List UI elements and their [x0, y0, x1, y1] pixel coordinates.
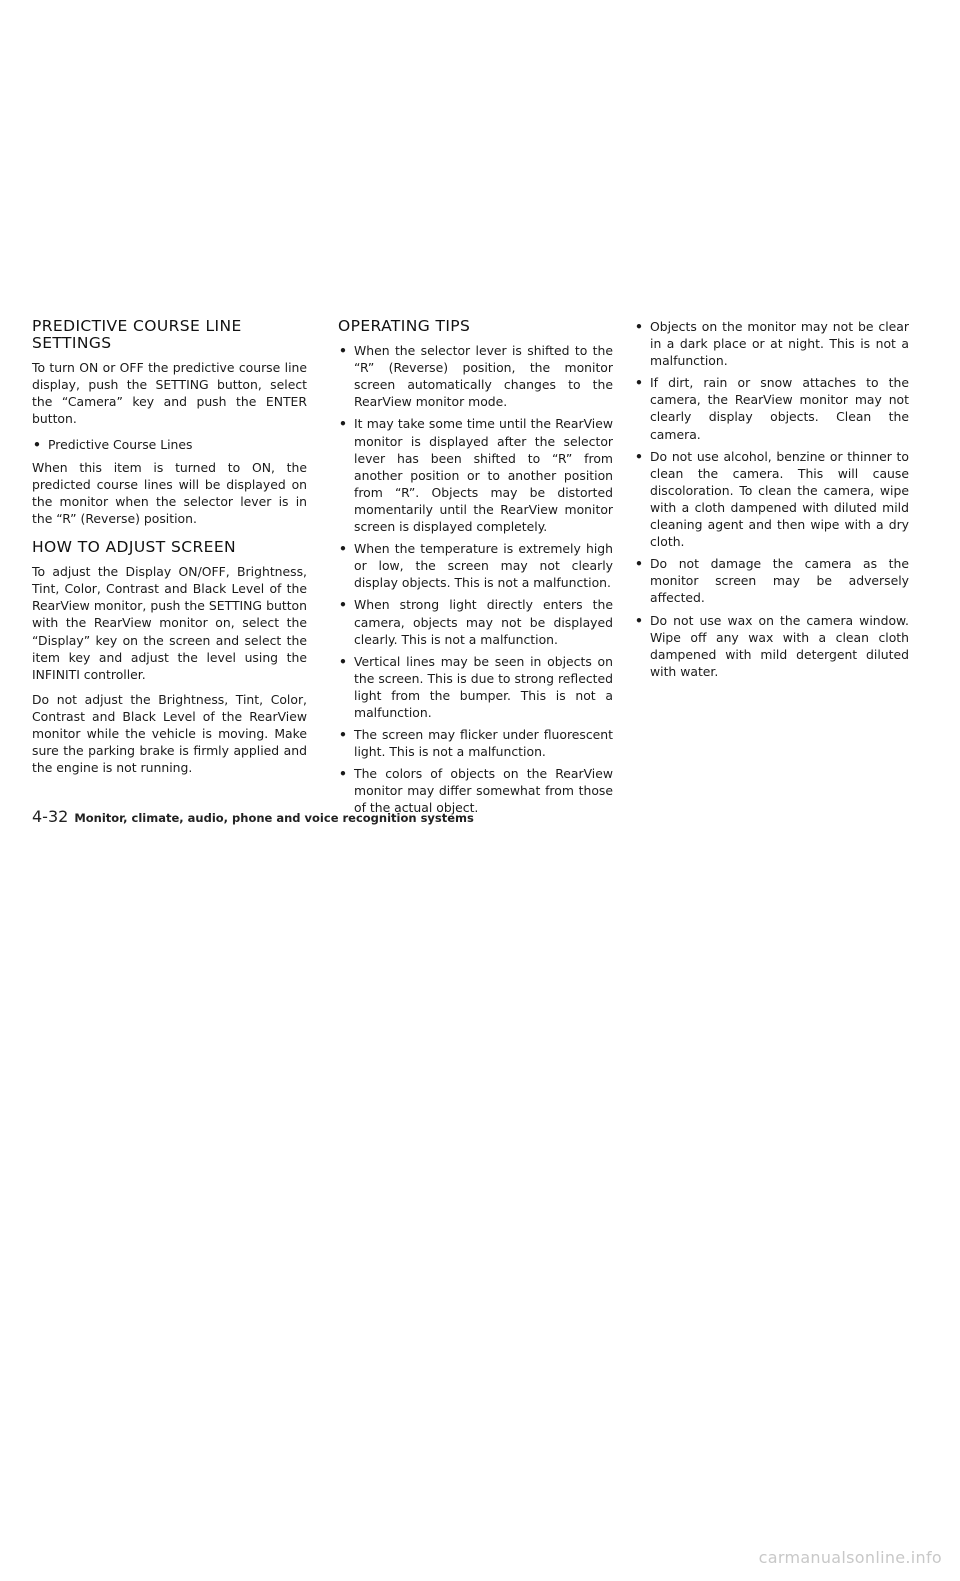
section-heading-adjust-screen: HOW TO ADJUST SCREEN — [32, 538, 237, 557]
list-item: • When the temperature is extremely high or low, the screen may not clearly display objects. This is not a malfunction. — [338, 540, 613, 591]
bullet-list — [338, 342, 613, 816]
paragraph: When this item is turned to ON, the predicted course lines will be displayed on the monitor when the selector lever is in the “R” (Reverse) position. — [32, 459, 307, 526]
watermark: carmanualsonline.info — [758, 1548, 942, 1567]
list-item: • When the selector lever is shifted to the “R” (Reverse) position, the monitor screen automatically changes to the RearView monitor mode. — [338, 342, 613, 410]
column-middle — [338, 318, 613, 822]
column-left — [32, 318, 307, 784]
list-item: • Do not use wax on the camera window. Wipe off any wax with a clean cloth dampened with mild detergent diluted with water. — [634, 612, 909, 680]
bullet-item: • Predictive Course Lines — [32, 436, 307, 453]
footer-title: Monitor, climate, audio, phone and voice recognition systems — [74, 811, 474, 825]
column-right — [634, 318, 909, 685]
list-item: • When strong light directly enters the camera, objects may not be displayed clearly. This is not a malfunction. — [338, 596, 613, 647]
page-footer — [32, 807, 474, 826]
paragraph: To turn ON or OFF the predictive course line display, push the SETTING button, select the “Camera” key and push the ENTER button. — [32, 360, 307, 427]
list-item: • Objects on the monitor may not be clear in a dark place or at night. This is not a malfunction. — [634, 318, 909, 369]
list-item: • The screen may flicker under fluorescent light. This is not a malfunction. — [338, 726, 613, 760]
list-item: • If dirt, rain or snow attaches to the camera, the RearView monitor may not clearly display objects. Clean the camera. — [634, 374, 909, 442]
list-item: • Do not damage the camera as the monitor screen may be adversely affected. — [634, 555, 909, 606]
list-item: • It may take some time until the RearView monitor is displayed after the selector lever has been shifted to “R” from another position or to another position from “R”. Objects may be distorted momentarily until the RearView monitor screen is displayed completely. — [338, 415, 613, 535]
page-number: 4-32 — [32, 807, 69, 826]
list-item: • The colors of objects on the RearView monitor may differ somewhat from those of the actual object. — [338, 765, 613, 816]
list-item: • Do not use alcohol, benzine or thinner to clean the camera. This will cause discoloration. To clean the camera, wipe with a cloth dampened with diluted mild cleaning agent and then wipe with a dry cloth. — [634, 448, 909, 551]
paragraph: To adjust the Display ON/OFF, Brightness, Tint, Color, Contrast and Black Level of the RearView monitor, push the SETTING button with the RearView monitor on, select the “Display” key on the screen and select the item key and adjust the level using the INFINITI controller. — [32, 564, 307, 682]
paragraph: Do not adjust the Brightness, Tint, Color, Contrast and Black Level of the RearView monitor while the vehicle is moving. Make sure the parking brake is firmly applied and the engine is not running. — [32, 691, 307, 776]
list-item: • Vertical lines may be seen in objects on the screen. This is due to strong reflected light from the bumper. This is not a malfunction. — [338, 653, 613, 721]
section-heading-predictive-course-line: PREDICTIVE COURSE LINE SETTINGS — [32, 317, 242, 353]
bullet-list — [634, 318, 909, 680]
section-heading-operating-tips: OPERATING TIPS — [338, 317, 471, 335]
